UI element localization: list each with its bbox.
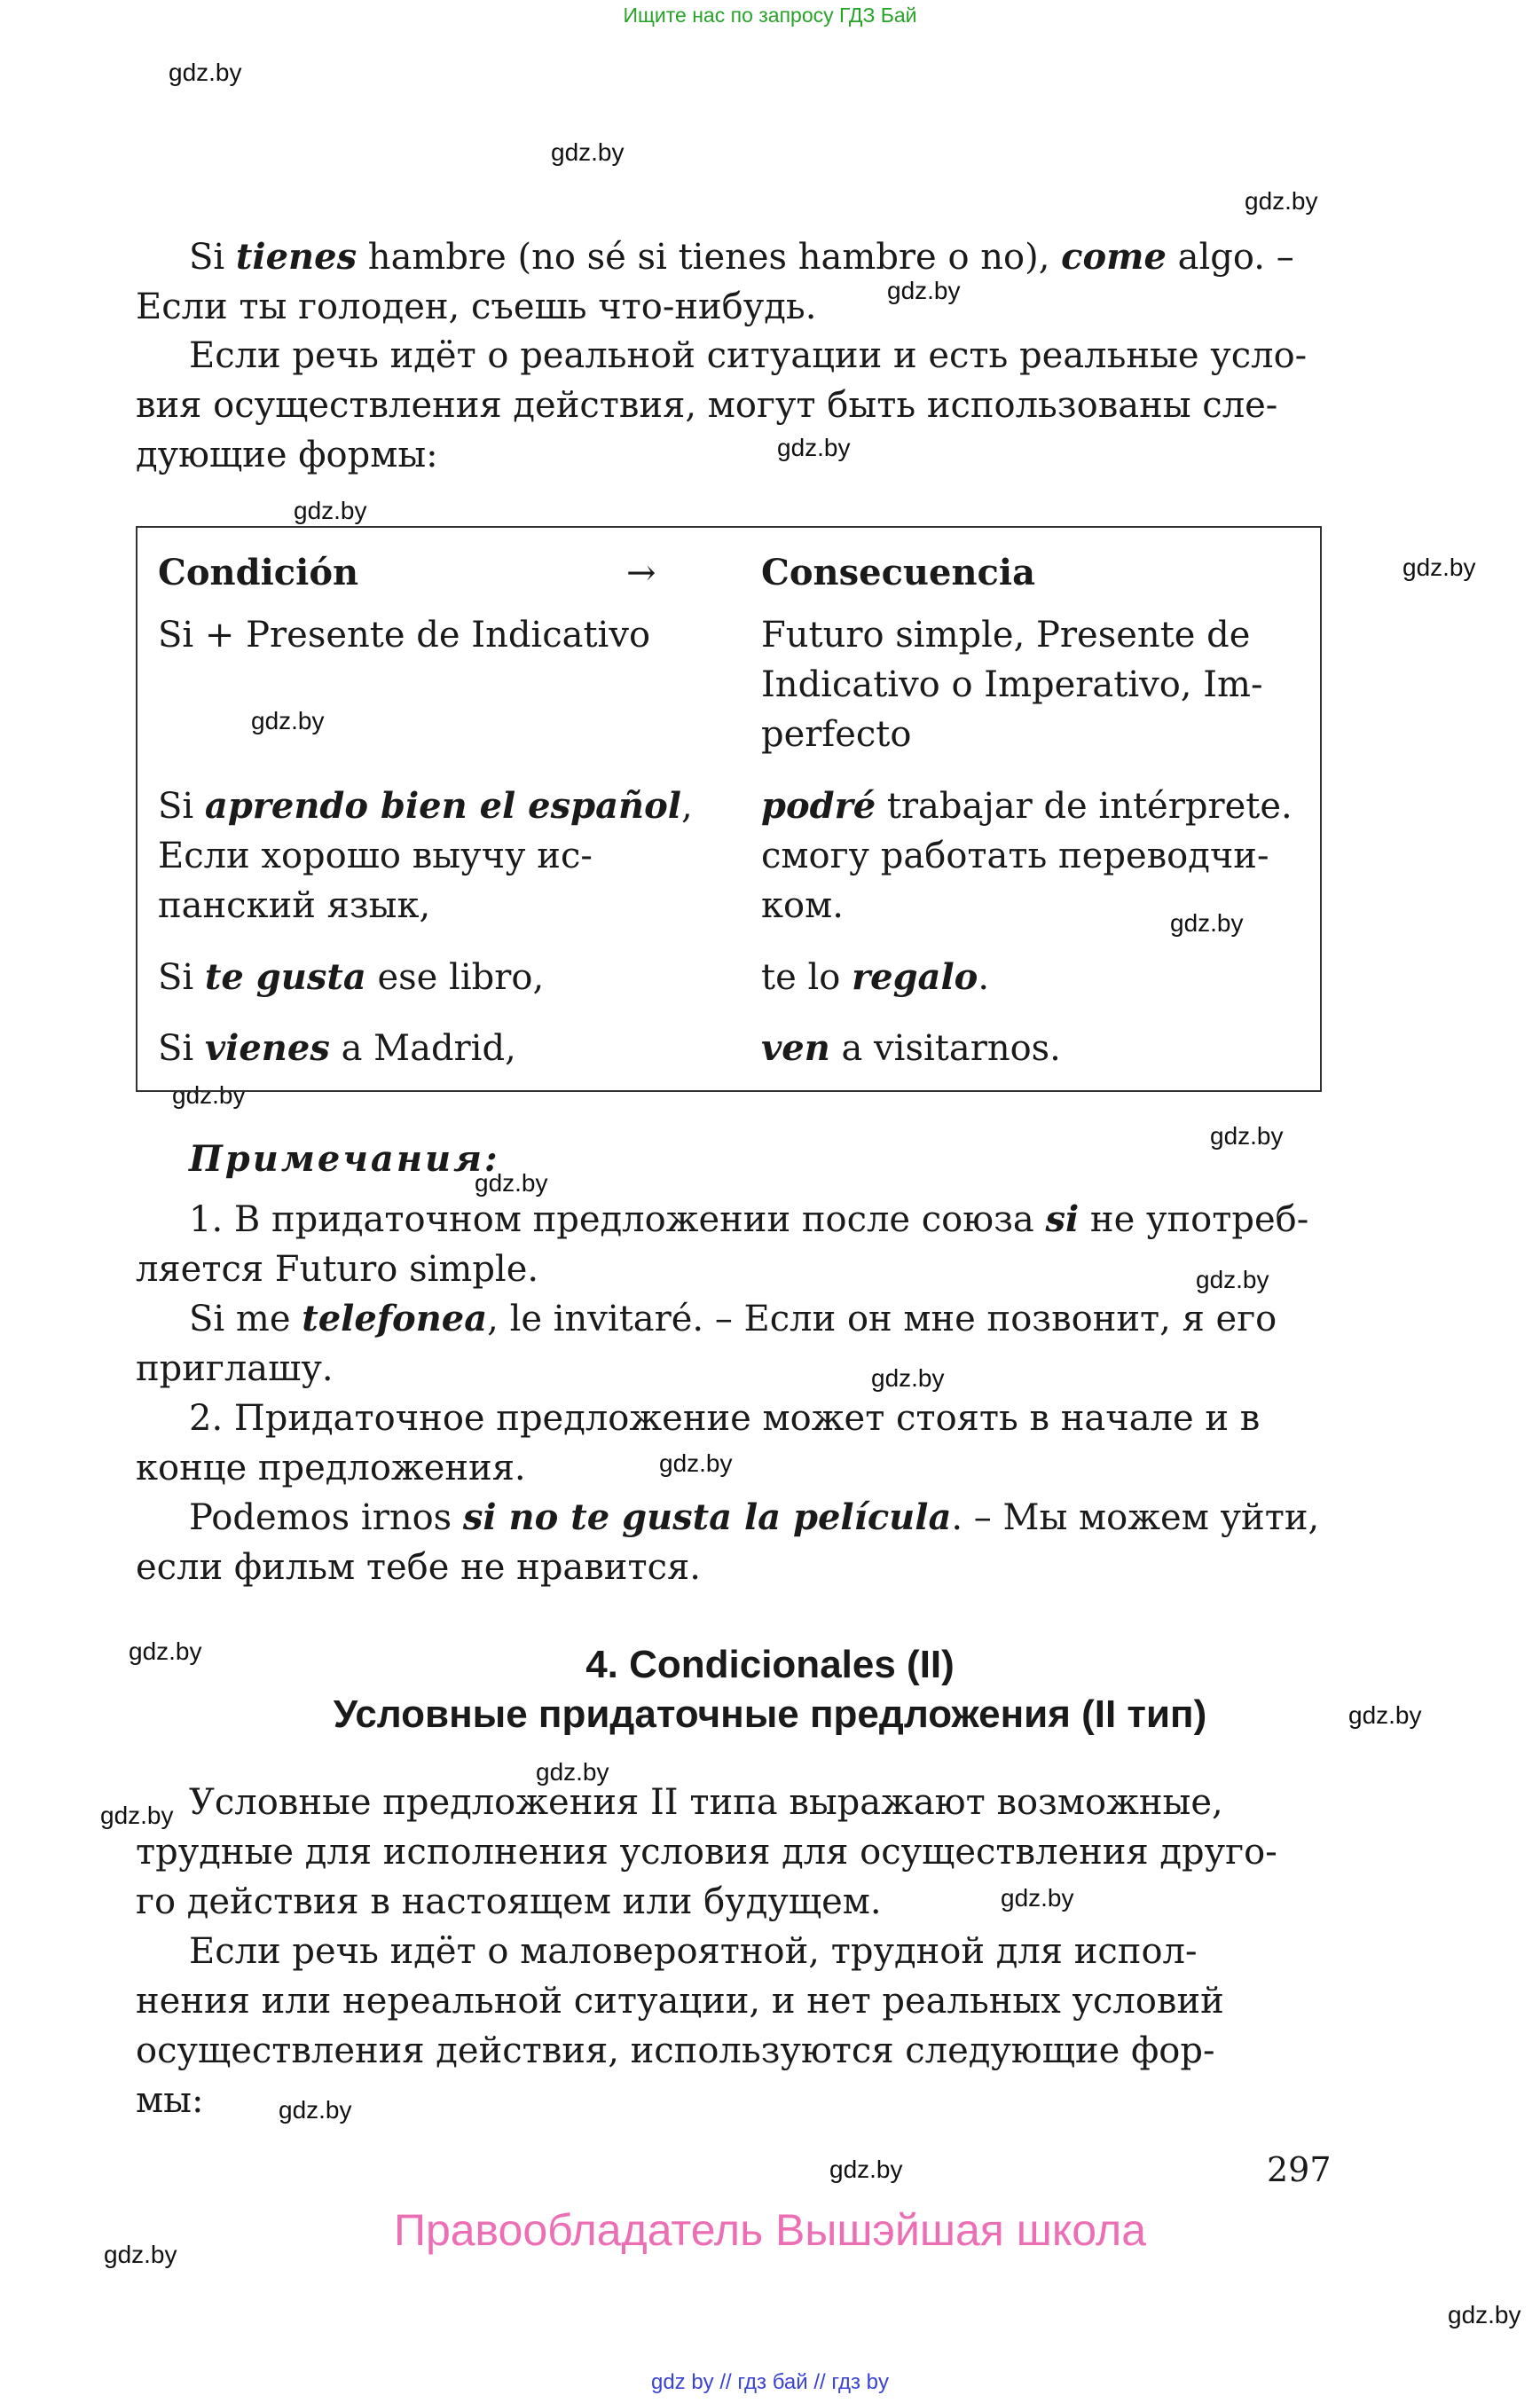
watermark: gdz.by [659, 1449, 733, 1477]
note-line: приглашу. [136, 1348, 334, 1389]
note-line: ляется Futuro simple. [136, 1249, 539, 1290]
intro-line: Si tienes hambre (no sé si tienes hambre o no), come algo. – [189, 236, 1294, 278]
table-cell: Если хорошо выучу ис- [158, 836, 593, 876]
paragraph-line: Условные предложения II типа выражают возможные, [189, 1782, 1223, 1823]
table-cell: панский язык, [158, 885, 431, 926]
table-header-condition: Condición [158, 552, 359, 593]
paragraph-line: вия осуществления действия, могут быть использованы сле- [136, 385, 1278, 426]
watermark: gdz.by [1245, 187, 1318, 215]
paragraph-line: го действия в настоящем или будущем. [136, 1881, 882, 1922]
watermark: gdz.by [1348, 1701, 1422, 1729]
paragraph-line: нения или нереальной ситуации, и нет реальных условий [136, 1981, 1224, 2022]
table-cell: Si te gusta ese libro, [158, 956, 545, 998]
watermark: gdz.by [129, 1637, 202, 1665]
intro-translation: Если ты голоден, съешь что-нибудь. [136, 287, 817, 327]
table-cell: ven a visitarnos. [761, 1027, 1061, 1069]
watermark: gdz.by [777, 434, 851, 461]
top-banner: Ищите нас по запросу ГДЗ Бай [623, 4, 917, 27]
watermark: gdz.by [871, 1364, 945, 1392]
watermark: gdz.by [1196, 1266, 1269, 1293]
watermark: gdz.by [829, 2156, 903, 2183]
watermark: gdz.by [1001, 1884, 1074, 1912]
note-line: Si me telefonea, le invitaré. – Если он мне позвонит, я его [189, 1298, 1277, 1339]
footer-links[interactable]: gdz by // гдз бай // гдз by [650, 2370, 890, 2394]
table-cell: Si aprendo bien el español, [158, 785, 693, 827]
watermark: gdz.by [1210, 1122, 1284, 1150]
note-line: конце предложения. [136, 1448, 526, 1488]
note-line: Podemos irnos si no te gusta la película. – Мы можем уйти, [189, 1496, 1320, 1538]
paragraph-line: дующие формы: [136, 435, 438, 475]
watermark: gdz.by [172, 1081, 246, 1109]
paragraph-line: Если речь идёт о реальной ситуации и есть реальные усло- [189, 335, 1308, 376]
table-cell: te lo regalo. [761, 956, 990, 998]
paragraph-line: мы: [136, 2080, 204, 2121]
section-title: 4. Condicionales (II) [585, 1643, 955, 1686]
table-cell: Futuro simple, Presente de [761, 615, 1251, 656]
table-cell: смогу работать переводчи- [761, 836, 1269, 876]
watermark: gdz.by [1170, 909, 1244, 937]
paragraph-line: Если речь идёт о маловероятной, трудной для испол- [189, 1931, 1198, 1972]
watermark: gdz.by [475, 1169, 548, 1197]
table-cell: Si vienes a Madrid, [158, 1027, 516, 1069]
watermark: gdz.by [294, 497, 367, 524]
watermark: gdz.by [251, 707, 325, 734]
watermark: gdz.by [104, 2241, 177, 2268]
paragraph-line: трудные для исполнения условия для осуществления друго- [136, 1832, 1277, 1873]
watermark: gdz.by [551, 138, 625, 166]
watermark: gdz.by [536, 1758, 609, 1786]
note-line: если фильм тебе не нравится. [136, 1547, 701, 1588]
table-cell: Indicativo o Imperativo, Im- [761, 664, 1263, 705]
table-cell: ком. [761, 885, 844, 926]
section-subtitle: Условные придаточные предложения (II тип) [333, 1692, 1207, 1736]
watermark: gdz.by [887, 277, 961, 304]
watermark: gdz.by [1402, 554, 1476, 581]
table-cell: podré trabajar de intérprete. [761, 785, 1292, 827]
table-header-consequence: Consecuencia [761, 552, 1036, 593]
table-cell: perfecto [761, 714, 912, 755]
table-cell: Si + Presente de Indicativo [158, 615, 651, 656]
notes-title: Примечания: [189, 1138, 500, 1180]
watermark: gdz.by [279, 2096, 352, 2124]
watermark: gdz.by [100, 1802, 174, 1829]
page-number: 297 [1267, 2150, 1332, 2189]
watermark: gdz.by [169, 59, 242, 86]
note-line: 2. Придаточное предложение может стоять в начале и в [189, 1398, 1261, 1439]
watermark: gdz.by [1448, 2301, 1521, 2328]
paragraph-line: осуществления действия, используются следующие фор- [136, 2030, 1215, 2071]
note-line: 1. В придаточном предложении после союза si не употреб- [189, 1198, 1309, 1240]
arrow-icon: → [626, 553, 656, 593]
copyright-holder: Правообладатель Вышэйшая школа [394, 2205, 1146, 2255]
